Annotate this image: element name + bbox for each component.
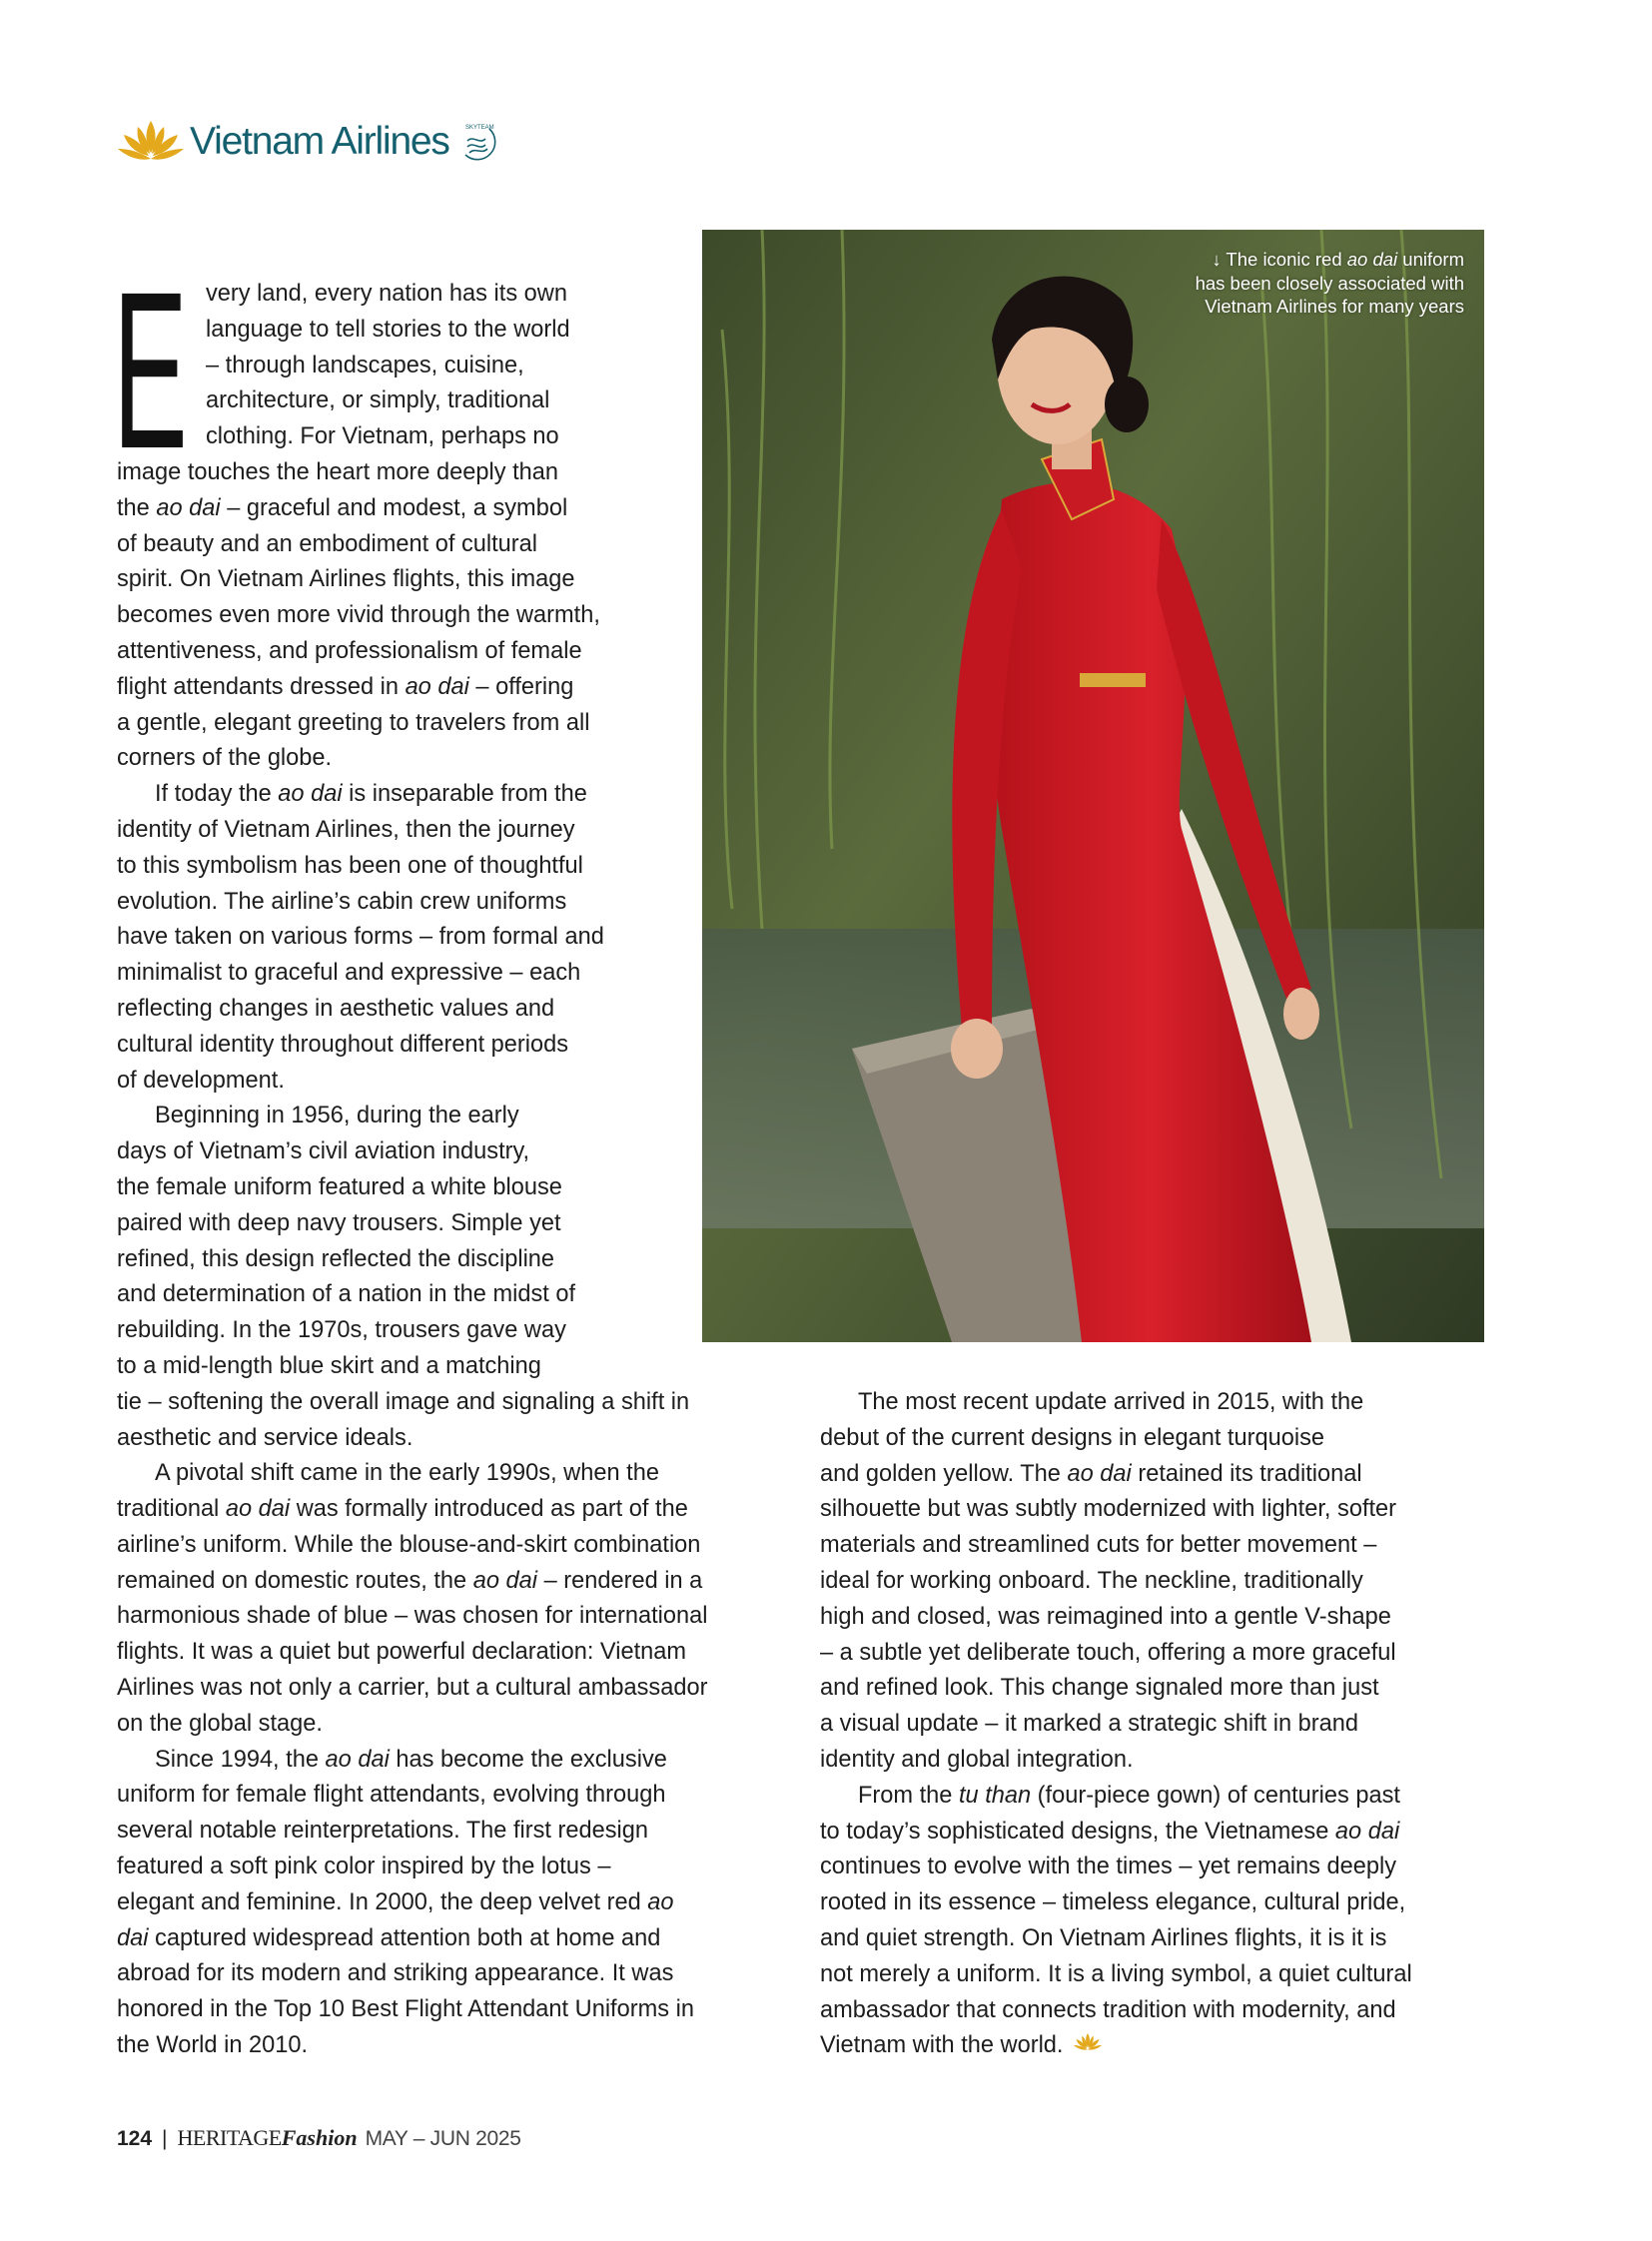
italic-term: ao dai bbox=[156, 494, 221, 521]
text-line bbox=[117, 349, 708, 384]
text-run: identity and global integration. bbox=[820, 1746, 1134, 1773]
text-run: flight attendants dressed in bbox=[117, 673, 406, 700]
text-line bbox=[117, 1242, 708, 1278]
text-line bbox=[117, 1992, 708, 2028]
text-line bbox=[820, 1957, 1412, 1993]
italic-term: tu than bbox=[958, 1782, 1032, 1809]
page-footer bbox=[117, 2125, 521, 2151]
text-line bbox=[117, 777, 708, 813]
article-photo bbox=[702, 230, 1484, 1342]
text-run: and golden yellow. The bbox=[820, 1460, 1068, 1487]
text-line bbox=[117, 1778, 708, 1814]
text-run: is inseparable from the bbox=[342, 781, 587, 808]
italic-term: ao dai bbox=[278, 781, 343, 808]
text-line bbox=[117, 1885, 708, 1921]
text-line bbox=[117, 1850, 708, 1885]
text-line bbox=[117, 1814, 708, 1850]
text-run: the World in 2010. bbox=[117, 2032, 309, 2059]
text-run: silhouette but was subtly modernized with lighter, softer bbox=[820, 1496, 1397, 1523]
text-run: abroad for its modern and striking appearance. It was bbox=[117, 1960, 674, 1987]
text-run: aesthetic and service ideals. bbox=[117, 1424, 413, 1451]
text-run: a visual update – it marked a strategic shift in brand bbox=[820, 1711, 1359, 1738]
italic-term: dai bbox=[117, 1924, 149, 1951]
text-run: attentiveness, and professionalism of female bbox=[117, 637, 582, 664]
text-run: – offering bbox=[468, 673, 574, 700]
italic-term: ao dai bbox=[472, 1567, 538, 1594]
text-line bbox=[820, 1815, 1412, 1851]
text-line bbox=[117, 1349, 708, 1385]
text-line bbox=[117, 2028, 708, 2064]
italic-term: ao dai bbox=[1346, 249, 1398, 270]
text-run: the female uniform featured a white blouse bbox=[117, 1173, 562, 1200]
text-run: airline’s uniform. While the blouse-and-skirt combination bbox=[117, 1531, 701, 1558]
text-run: spirit. On Vietnam Airlines flights, this image bbox=[117, 566, 575, 593]
text-run: uniform for female flight attendants, evolving through bbox=[117, 1782, 666, 1809]
text-run: The iconic red bbox=[1221, 249, 1347, 270]
text-line bbox=[117, 1956, 708, 1992]
text-run: flights. It was a quiet but powerful declaration: Vietnam bbox=[117, 1639, 687, 1666]
text-line bbox=[820, 1779, 1412, 1815]
text-run: paired with deep navy trousers. Simple yet bbox=[117, 1209, 561, 1236]
footer-separator: | bbox=[162, 2127, 168, 2150]
text-line bbox=[117, 706, 708, 742]
text-run: to this symbolism has been one of thoughtful bbox=[117, 852, 583, 879]
text-line bbox=[820, 1421, 1412, 1457]
text-run: remained on domestic routes, the bbox=[117, 1567, 473, 1594]
text-run: A pivotal shift came in the early 1990s, when the bbox=[155, 1460, 659, 1487]
brand-name: Vietnam Airlines bbox=[190, 120, 449, 163]
text-run: becomes even more vivid through the warmth, bbox=[117, 602, 600, 629]
text-line bbox=[117, 1456, 708, 1492]
arrow-down-icon: ↓ bbox=[1212, 249, 1222, 270]
vietnam-airlines-logo bbox=[116, 112, 499, 172]
text-run: (four-piece gown) of centuries past bbox=[1031, 1782, 1400, 1809]
skyteam-logo-icon bbox=[455, 119, 499, 165]
text-run: honored in the Top 10 Best Flight Attendant Uniforms in bbox=[117, 1996, 694, 2023]
text-run: not merely a uniform. It is a living symbol, a quiet cultural bbox=[820, 1960, 1412, 1987]
text-line bbox=[820, 1528, 1412, 1564]
text-line bbox=[820, 1743, 1412, 1779]
text-line bbox=[117, 1707, 708, 1743]
text-run: Vietnam Airlines for many years bbox=[1205, 296, 1464, 317]
text-line bbox=[117, 885, 708, 921]
text-line bbox=[820, 1850, 1412, 1885]
text-run: Vietnam with the world. bbox=[820, 2032, 1064, 2059]
text-run: ideal for working onboard. The neckline, traditionally bbox=[820, 1567, 1363, 1594]
text-line bbox=[117, 1635, 708, 1671]
text-line bbox=[117, 1564, 708, 1600]
text-line bbox=[820, 1385, 1412, 1421]
text-line bbox=[117, 920, 708, 956]
section-name: Fashion bbox=[281, 2125, 358, 2150]
text-line bbox=[117, 1134, 708, 1170]
text-run: corners of the globe. bbox=[117, 745, 333, 772]
text-run: and determination of a nation in the midst of bbox=[117, 1281, 576, 1308]
issue-date: MAY – JUN 2025 bbox=[365, 2127, 521, 2150]
text-line bbox=[117, 562, 708, 598]
text-line bbox=[117, 1421, 708, 1457]
text-line bbox=[820, 2028, 1412, 2064]
text-line bbox=[117, 1921, 708, 1957]
italic-term: ao dai bbox=[225, 1496, 291, 1523]
text-run: clothing. For Vietnam, perhaps no bbox=[206, 423, 559, 450]
text-line bbox=[117, 383, 708, 419]
text-line bbox=[117, 313, 708, 349]
text-run: high and closed, was reimagined into a gentle V-shape bbox=[820, 1603, 1391, 1630]
text-run: rooted in its essence – timeless elegance, cultural pride, bbox=[820, 1889, 1406, 1916]
text-run: to a mid-length blue skirt and a matching bbox=[117, 1352, 541, 1379]
caption-line bbox=[1196, 272, 1464, 296]
text-line bbox=[820, 1457, 1412, 1493]
text-line bbox=[117, 741, 708, 777]
text-run: reflecting changes in aesthetic values and bbox=[117, 995, 555, 1022]
text-run: materials and streamlined cuts for better movement – bbox=[820, 1532, 1377, 1559]
text-run: days of Vietnam’s civil aviation industry, bbox=[117, 1138, 530, 1165]
text-line bbox=[117, 1743, 708, 1779]
text-run: – a subtle yet deliberate touch, offering a more graceful bbox=[820, 1639, 1396, 1666]
text-line bbox=[820, 1671, 1412, 1707]
text-run: If today the bbox=[155, 781, 279, 808]
text-line bbox=[117, 455, 708, 491]
text-line bbox=[117, 598, 708, 634]
text-line bbox=[117, 1671, 708, 1707]
text-run: and refined look. This change signaled more than just bbox=[820, 1675, 1379, 1702]
text-run: identity of Vietnam Airlines, then the journey bbox=[117, 816, 575, 843]
text-run: retained its traditional bbox=[1131, 1460, 1362, 1487]
text-run: continues to evolve with the times – yet remains deeply bbox=[820, 1854, 1397, 1880]
text-line bbox=[117, 1099, 708, 1134]
text-run: evolution. The airline’s cabin crew uniforms bbox=[117, 888, 567, 915]
text-run: several notable reinterpretations. The first redesign bbox=[117, 1818, 649, 1845]
text-run: ambassador that connects tradition with modernity, and bbox=[820, 1996, 1396, 2023]
text-run: traditional bbox=[117, 1496, 226, 1523]
text-run: uniform bbox=[1397, 249, 1464, 270]
text-line bbox=[117, 1028, 708, 1064]
text-line bbox=[117, 277, 708, 313]
text-run: and quiet strength. On Vietnam Airlines flights, it is it is bbox=[820, 1924, 1387, 1951]
text-run: – rendered in a bbox=[537, 1567, 703, 1594]
text-line bbox=[117, 1064, 708, 1100]
text-line bbox=[117, 1313, 708, 1349]
text-run: Beginning in 1956, during the early bbox=[155, 1103, 519, 1129]
article-column-2 bbox=[820, 1385, 1412, 2064]
article-column-1 bbox=[117, 277, 708, 2064]
text-line bbox=[820, 1636, 1412, 1672]
text-line bbox=[117, 1170, 708, 1206]
text-run: featured a soft pink color inspired by the lotus – bbox=[117, 1854, 611, 1880]
text-line bbox=[117, 956, 708, 992]
text-run: – graceful and modest, a symbol bbox=[220, 494, 568, 521]
text-line bbox=[117, 491, 708, 527]
text-line bbox=[117, 527, 708, 563]
photo-caption bbox=[1196, 248, 1464, 319]
flight-attendant-ao-dai-photo bbox=[702, 230, 1484, 1342]
text-line bbox=[117, 1492, 708, 1528]
text-run: cultural identity throughout different periods bbox=[117, 1031, 569, 1058]
text-line bbox=[820, 1564, 1412, 1600]
magazine-name: HERITAGE bbox=[177, 2125, 282, 2150]
text-line bbox=[117, 1206, 708, 1242]
text-run: Airlines was not only a carrier, but a cultural ambassador bbox=[117, 1675, 708, 1702]
italic-term: ao dai bbox=[325, 1746, 390, 1773]
text-run: on the global stage. bbox=[117, 1710, 323, 1737]
text-line bbox=[117, 634, 708, 670]
text-line bbox=[117, 670, 708, 706]
text-run: very land, every nation has its own bbox=[206, 281, 567, 307]
caption-line bbox=[1196, 248, 1464, 272]
text-run: architecture, or simply, traditional bbox=[206, 387, 550, 414]
text-line bbox=[117, 813, 708, 849]
text-run: was formally introduced as part of the bbox=[290, 1496, 688, 1523]
text-run: language to tell stories to the world bbox=[206, 316, 570, 343]
lotus-logo-icon bbox=[116, 119, 186, 165]
text-run: – through landscapes, cuisine, bbox=[206, 352, 524, 378]
text-line bbox=[117, 1528, 708, 1564]
italic-term: ao bbox=[647, 1888, 674, 1915]
text-run: of beauty and an embodiment of cultural bbox=[117, 530, 538, 557]
text-line bbox=[820, 1993, 1412, 2029]
text-line bbox=[820, 1492, 1412, 1528]
text-line bbox=[117, 419, 708, 455]
text-line bbox=[820, 1921, 1412, 1957]
text-run: a gentle, elegant greeting to travelers from all bbox=[117, 709, 590, 736]
text-run: debut of the current designs in elegant turquoise bbox=[820, 1424, 1324, 1451]
text-run: image touches the heart more deeply than bbox=[117, 458, 559, 485]
text-run: minimalist to graceful and expressive – each bbox=[117, 960, 581, 987]
page-number: 124 bbox=[117, 2127, 153, 2150]
text-run: rebuilding. In the 1970s, trousers gave way bbox=[117, 1317, 566, 1344]
text-line bbox=[820, 1707, 1412, 1743]
text-run: to today’s sophisticated designs, the Vietnamese bbox=[820, 1818, 1335, 1845]
text-run: refined, this design reflected the discipline bbox=[117, 1245, 555, 1272]
italic-term: ao dai bbox=[1067, 1460, 1132, 1487]
skyteam-text: SKYTEAM bbox=[464, 125, 494, 131]
caption-line bbox=[1196, 295, 1464, 319]
text-run: have taken on various forms – from formal and bbox=[117, 924, 604, 951]
text-run: Since 1994, the bbox=[155, 1746, 326, 1773]
text-run: From the bbox=[858, 1782, 959, 1809]
text-line bbox=[117, 1385, 708, 1421]
text-run: harmonious shade of blue – was chosen for international bbox=[117, 1603, 708, 1630]
text-line bbox=[820, 1600, 1412, 1636]
text-line bbox=[820, 1885, 1412, 1921]
text-run: the bbox=[117, 494, 157, 521]
text-run: of development. bbox=[117, 1067, 285, 1094]
text-line bbox=[117, 1599, 708, 1635]
italic-term: ao dai bbox=[1334, 1818, 1400, 1845]
text-run: The most recent update arrived in 2015, with the bbox=[858, 1389, 1364, 1415]
drop-cap: E bbox=[113, 246, 188, 495]
text-run: captured widespread attention both at home and bbox=[148, 1924, 661, 1951]
lotus-end-mark-icon bbox=[1073, 2028, 1103, 2064]
text-line bbox=[117, 1277, 708, 1313]
text-line bbox=[117, 992, 708, 1028]
text-line bbox=[117, 849, 708, 885]
text-run: has been closely associated with bbox=[1195, 272, 1464, 294]
italic-term: ao dai bbox=[405, 673, 469, 700]
text-run: has become the exclusive bbox=[389, 1746, 667, 1773]
text-run: elegant and feminine. In 2000, the deep velvet red bbox=[117, 1888, 648, 1915]
text-run: tie – softening the overall image and signaling a shift in bbox=[117, 1388, 690, 1415]
